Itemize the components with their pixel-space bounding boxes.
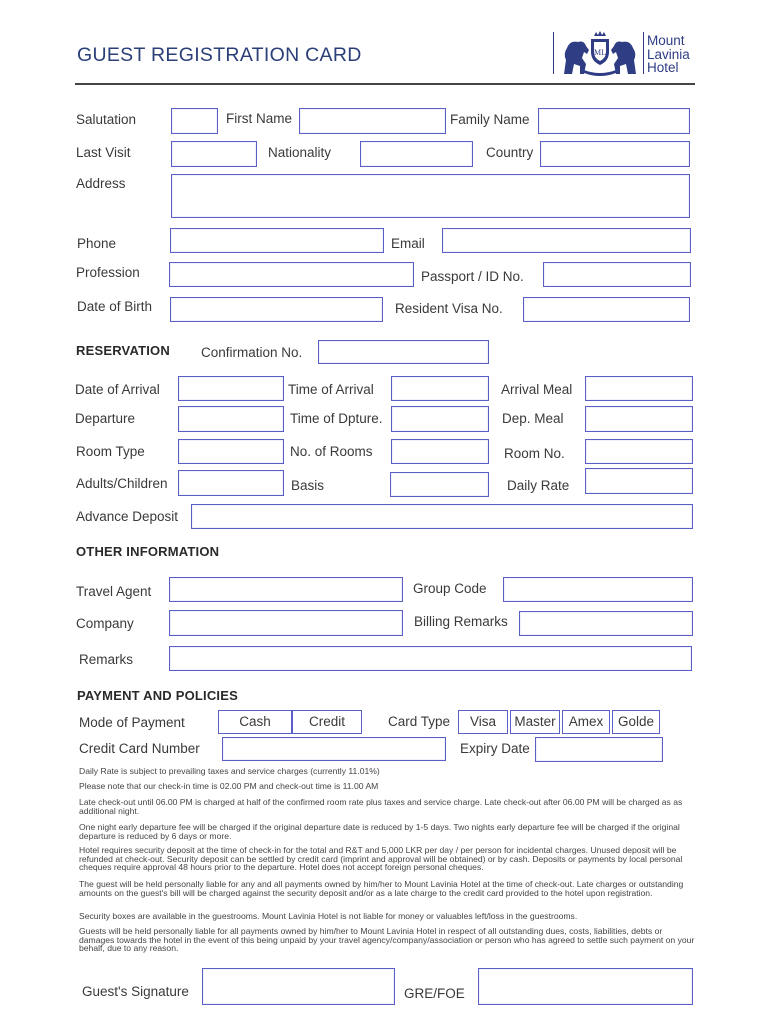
salutation-label: Salutation xyxy=(76,112,137,127)
daily-rate-label: Daily Rate xyxy=(507,478,570,493)
advance-deposit-field[interactable] xyxy=(191,504,693,529)
confirmation-field[interactable] xyxy=(318,340,489,364)
gre-foe-label: GRE/FOE xyxy=(404,986,465,1001)
travel-agent-field[interactable] xyxy=(169,577,403,602)
time-of-arrival-field[interactable] xyxy=(391,376,489,401)
arrival-meal-label: Arrival Meal xyxy=(501,382,573,397)
first-name-field[interactable] xyxy=(299,108,446,134)
passport-field[interactable] xyxy=(543,262,691,287)
credit-card-number-field[interactable] xyxy=(222,737,446,761)
date-of-arrival-label: Date of Arrival xyxy=(75,382,160,397)
hotel-name xyxy=(647,34,690,75)
policy-text-5: Hotel requires security deposit at the time of check-in for the total and R&T and 5,000 LKR per day / per person for incidental charges. Unused deposit will be refunded at check-out. Security deposit can be settled by credit card (imprint and approval will be obtained) or by cash. Deposits or payments by local personal cheques require approval 48 hours prior to the departure. Hotel does not accept foreign personal cheques. xyxy=(79,845,683,873)
hotel-name-line-2: Lavinia xyxy=(647,46,690,62)
family-name-field[interactable] xyxy=(538,108,690,134)
advance-deposit-label: Advance Deposit xyxy=(76,509,179,524)
hotel-name-line-3: Hotel xyxy=(647,60,679,75)
confirmation-label: Confirmation No. xyxy=(201,345,303,360)
resident-visa-label: Resident Visa No. xyxy=(395,301,503,316)
room-no-label: Room No. xyxy=(504,446,565,461)
country-field[interactable] xyxy=(540,141,690,167)
billing-remarks-field[interactable] xyxy=(519,611,693,636)
credit-card-number-label: Credit Card Number xyxy=(79,741,200,756)
adults-children-field[interactable] xyxy=(178,470,284,496)
dep-meal-field[interactable] xyxy=(585,406,693,432)
mode-of-payment-label: Mode of Payment xyxy=(79,715,185,730)
dep-meal-label: Dep. Meal xyxy=(502,411,564,426)
nationality-label: Nationality xyxy=(268,145,332,160)
policy-text-6: The guest will be held personally liable for any and all payments owned by him/her to Mount Lavinia Hotel at the time of check-out. Late charges or outstanding amounts on the guest's bill will be charged against the security deposit and/or as a late charge to the credit card provided to the hotel upon registration. xyxy=(79,879,684,898)
time-of-departure-field[interactable] xyxy=(391,406,489,432)
departure-field[interactable] xyxy=(178,406,284,432)
svg-text:ML: ML xyxy=(594,48,606,57)
travel-agent-label: Travel Agent xyxy=(76,584,152,599)
basis-field[interactable] xyxy=(390,472,489,497)
last-visit-label: Last Visit xyxy=(76,145,131,160)
policy-text-4: One night early departure fee will be charged if the original departure date is reduced by 1-5 days. Two nights early departure fee will be charged if the original departure is reduced by 6 days or more. xyxy=(79,822,680,841)
no-of-rooms-field[interactable] xyxy=(391,439,489,464)
policy-text-2: Please note that our check-in time is 02.00 PM and check-out time is 11.00 AM xyxy=(79,781,379,791)
phone-field[interactable] xyxy=(170,228,384,253)
lion-crest-icon xyxy=(558,30,642,76)
first-name-label: First Name xyxy=(226,111,293,126)
no-of-rooms-label: No. of Rooms xyxy=(290,444,373,459)
page-title: GUEST REGISTRATION CARD xyxy=(77,44,362,66)
email-field[interactable] xyxy=(442,228,691,253)
group-code-label: Group Code xyxy=(413,581,487,596)
daily-rate-field[interactable] xyxy=(585,468,693,494)
country-label: Country xyxy=(486,145,534,160)
profession-field[interactable] xyxy=(169,262,414,287)
dob-field[interactable] xyxy=(170,297,383,322)
last-visit-field[interactable] xyxy=(171,141,257,167)
departure-label: Departure xyxy=(75,411,136,426)
resident-visa-field[interactable] xyxy=(523,297,690,322)
room-type-label: Room Type xyxy=(76,444,145,459)
guest-signature-label: Guest's Signature xyxy=(82,984,189,999)
remarks-label: Remarks xyxy=(79,652,134,667)
other-information-heading: OTHER INFORMATION xyxy=(76,544,220,559)
hotel-name-line-1: Mount xyxy=(647,33,685,48)
payment-policies-heading: PAYMENT AND POLICIES xyxy=(77,688,238,703)
group-code-field[interactable] xyxy=(503,577,693,602)
guest-signature-field[interactable] xyxy=(202,968,395,1005)
nationality-field[interactable] xyxy=(360,141,473,167)
remarks-field[interactable] xyxy=(169,646,692,671)
card-option-visa[interactable]: Visa xyxy=(458,710,508,734)
basis-label: Basis xyxy=(291,478,325,493)
payment-option-cash[interactable]: Cash xyxy=(218,710,292,734)
time-of-arrival-label: Time of Arrival xyxy=(288,382,374,397)
policy-text-7: Security boxes are available in the guestrooms. Mount Lavinia Hotel is not liable for money or valuables left/loss in the guestrooms. xyxy=(79,911,578,921)
payment-option-credit[interactable]: Credit xyxy=(292,710,362,734)
policy-text-8: Guests will be held personally liable for all payments owned by him/her to Mount Lavinia Hotel in respect of all outstanding dues, costs, liabilities, debts or damages towards the hotel in the event of this being unpaid by your travel agency/company/association or person who has agreed to settle such payment on your behalf, due to any reason. xyxy=(79,926,695,954)
passport-label: Passport / ID No. xyxy=(421,269,524,284)
card-option-amex[interactable]: Amex xyxy=(562,710,610,734)
expiry-date-label: Expiry Date xyxy=(460,741,530,756)
address-field[interactable] xyxy=(171,174,690,218)
family-name-label: Family Name xyxy=(450,112,530,127)
profession-label: Profession xyxy=(76,265,140,280)
dob-label: Date of Birth xyxy=(77,299,153,314)
gre-foe-field[interactable] xyxy=(478,968,693,1005)
card-option-golde[interactable]: Golde xyxy=(612,710,660,734)
policy-text-1: Daily Rate is subject to prevailing taxes and service charges (currently 11.01%) xyxy=(79,766,380,776)
date-of-arrival-field[interactable] xyxy=(178,376,284,401)
arrival-meal-field[interactable] xyxy=(585,376,693,401)
phone-label: Phone xyxy=(77,236,117,251)
room-type-field[interactable] xyxy=(178,439,284,464)
room-no-field[interactable] xyxy=(585,439,693,464)
salutation-field[interactable] xyxy=(171,108,218,134)
policy-text-3: Late check-out until 06.00 PM is charged at half of the confirmed room rate plus taxes and service charge. Late check-out after 06.00 PM will be charged as as additional night. xyxy=(79,797,683,816)
expiry-date-field[interactable] xyxy=(535,737,663,762)
company-label: Company xyxy=(76,616,134,631)
billing-remarks-label: Billing Remarks xyxy=(414,614,508,629)
email-label: Email xyxy=(391,236,425,251)
card-type-label: Card Type xyxy=(388,714,451,729)
time-of-departure-label: Time of Dpture. xyxy=(290,411,383,426)
card-option-master[interactable]: Master xyxy=(510,710,560,734)
company-field[interactable] xyxy=(169,610,403,636)
reservation-heading: RESERVATION xyxy=(76,343,170,358)
address-label: Address xyxy=(76,176,126,191)
adults-children-label: Adults/Children xyxy=(76,476,168,491)
header-divider xyxy=(75,83,695,85)
